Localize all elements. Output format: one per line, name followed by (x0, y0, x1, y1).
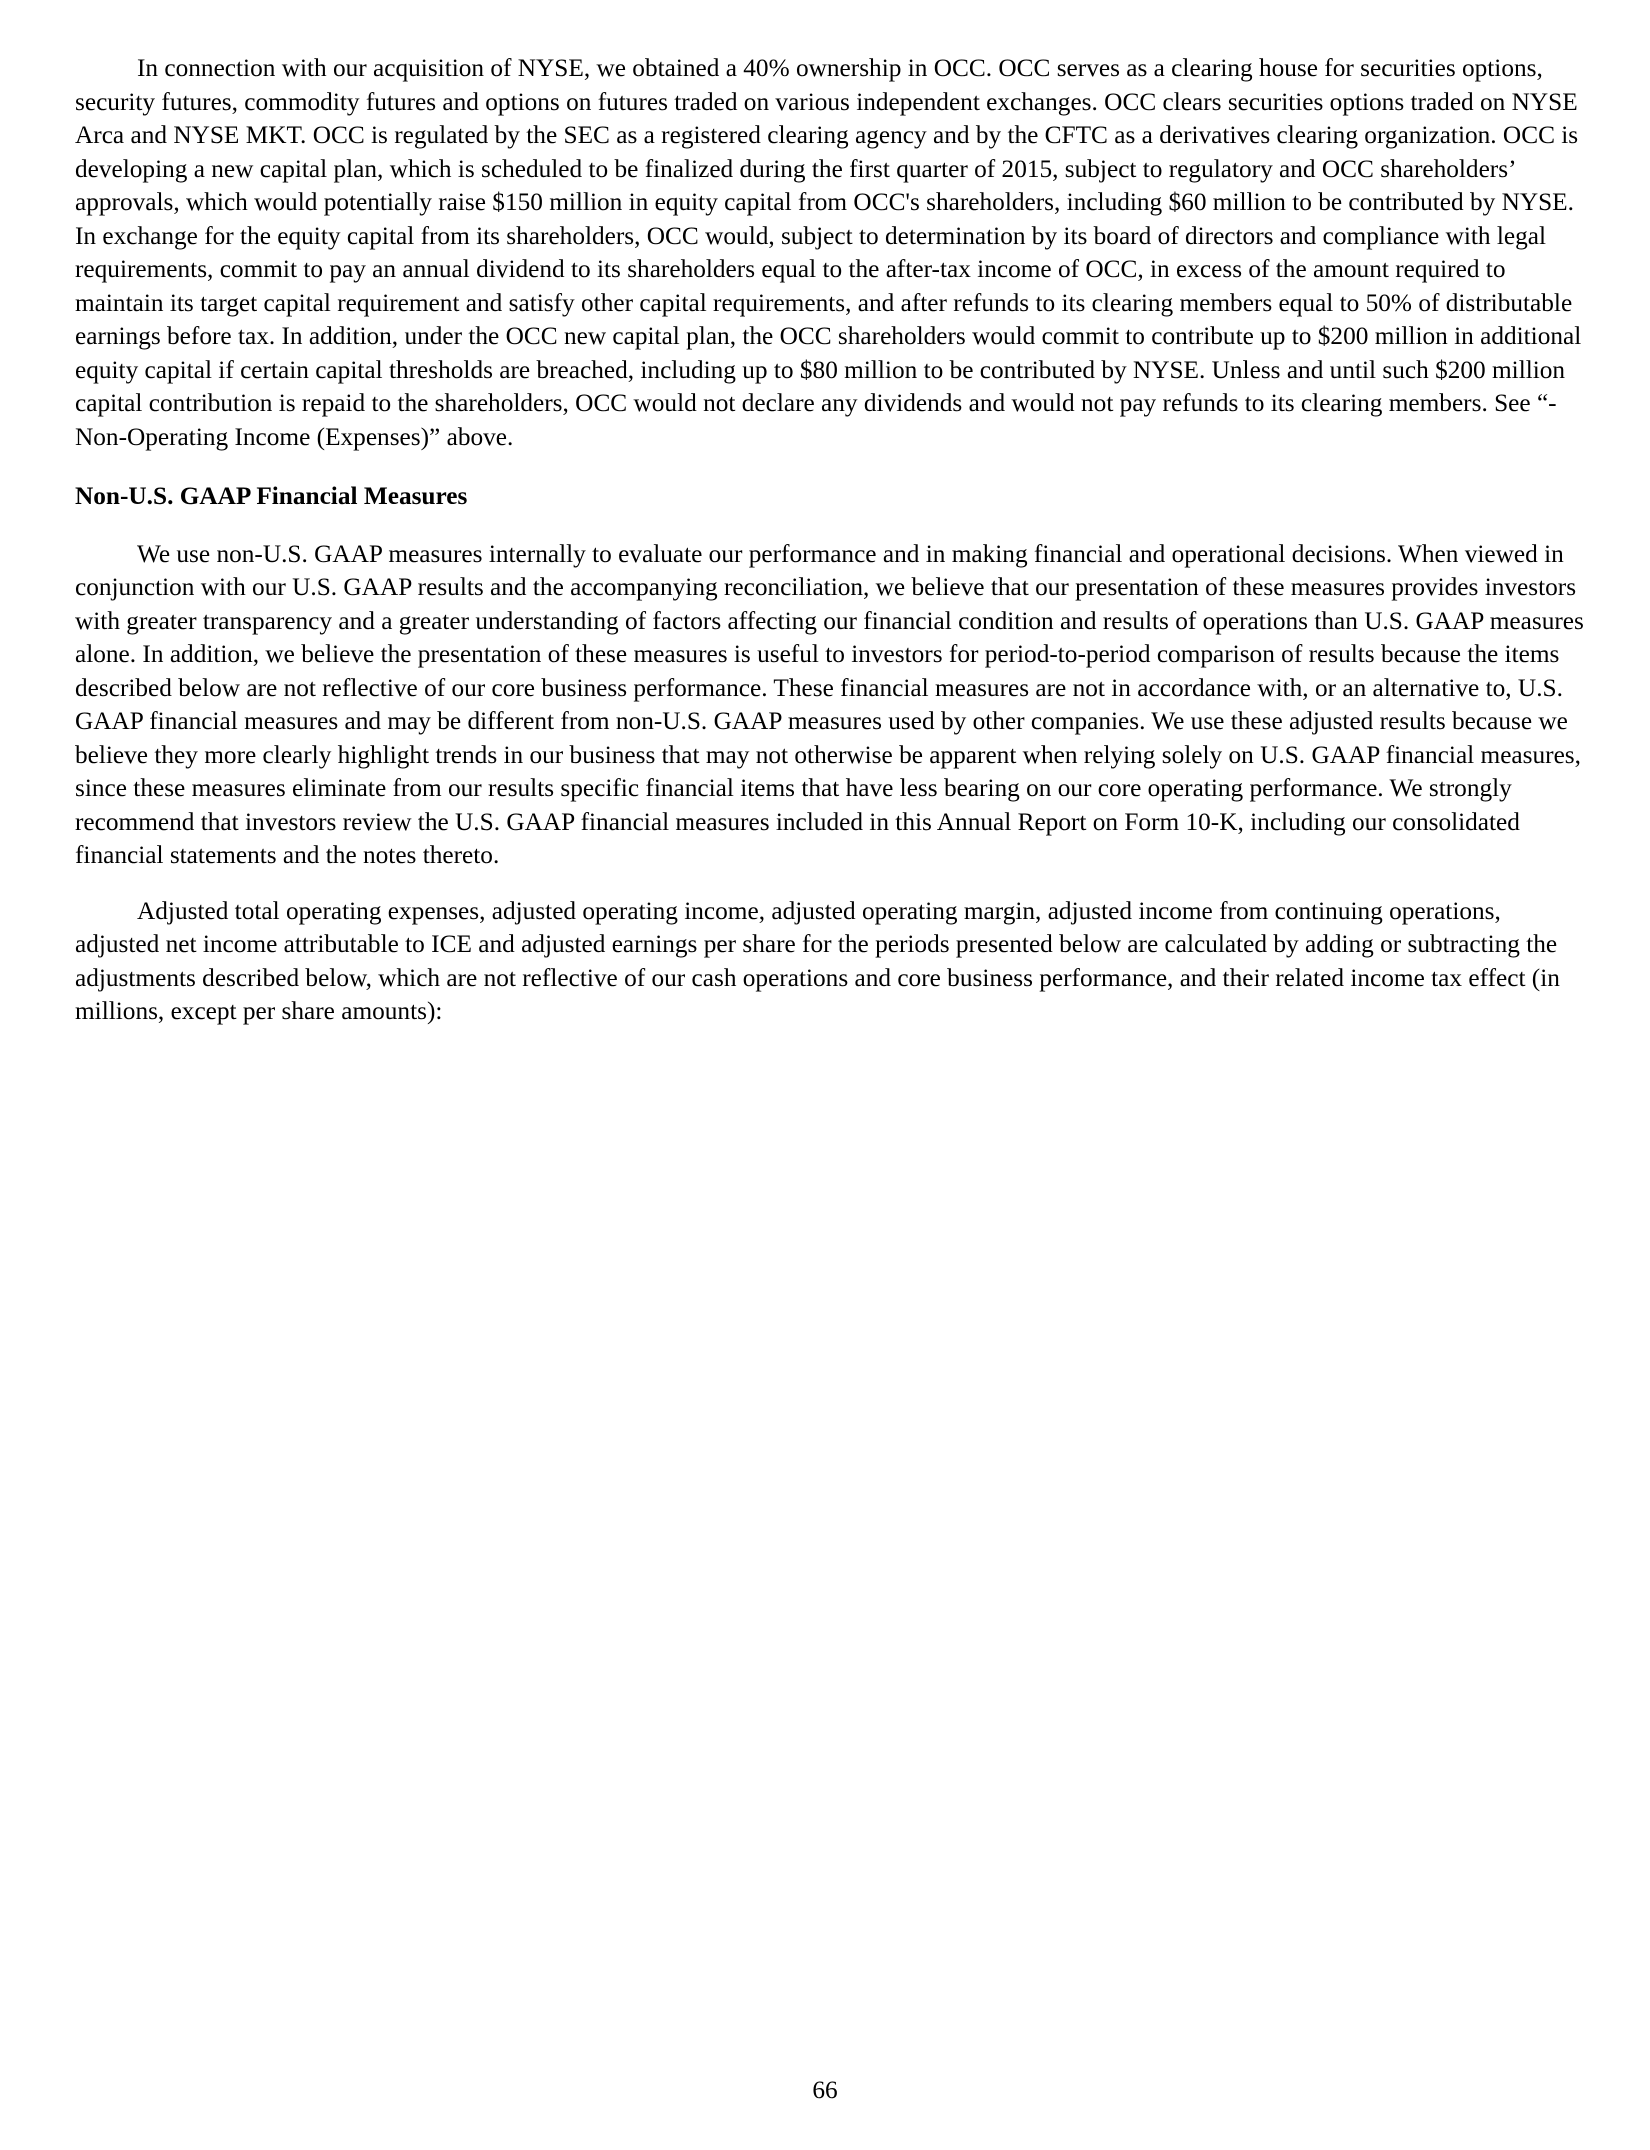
page-number: 66 (812, 2076, 838, 2104)
adjusted-measures-paragraph: Adjusted total operating expenses, adjusted operating income, adjusted operating margin, adjusted income from continuing operations, adjusted net income attributable to ICE and adjusted earnings per share for the periods presented below are calculated by adding or subtracting the adjustments described below, which are not reflective of our cash operations and core business performance, and their related income tax effect (in millions, except per share amounts): (75, 896, 1560, 1025)
occ-ownership-paragraph: In connection with our acquisition of NYSE, we obtained a 40% ownership in OCC. OCC serves as a clearing house for securities options, security futures, commodity futures and options on futures traded on various independent exchanges. OCC clears securities options traded on NYSE Arca and NYSE MKT. OCC is regulated by the SEC as a registered clearing agency and by the CFTC as a derivatives clearing organization. OCC is developing a new capital plan, which is scheduled to be finalized during the first quarter of 2015, subject to regulatory and OCC shareholders’ approvals, which would potentially raise $150 million in equity capital from OCC's shareholders, including $60 million to be contributed by NYSE. In exchange for the equity capital from its shareholders, OCC would, subject to determination by its board of directors and compliance with legal requirements, commit to pay an annual dividend to its shareholders equal to the after-tax income of OCC, in excess of the amount required to maintain its target capital requirement and satisfy other capital requirements, and after refunds to its clearing members equal to 50% of distributable earnings before tax. In addition, under the OCC new capital plan, the OCC shareholders would commit to contribute up to $200 million in additional equity capital if certain capital thresholds are breached, including up to $80 million to be contributed by NYSE. Unless and until such $200 million capital contribution is repaid to the shareholders, OCC would not declare any dividends and would not pay refunds to its clearing members. See “- Non-Operating Income (Expenses)” above. (75, 54, 1582, 451)
document-page (75, 52, 1585, 1029)
section-heading: Non-U.S. GAAP Financial Measures (75, 482, 468, 510)
non-gaap-intro-paragraph: We use non-U.S. GAAP measures internally to evaluate our performance and in making financial and operational decisions. When viewed in conjunction with our U.S. GAAP results and the accompanying reconciliation, we believe that our presentation of these measures provides investors with greater transparency and a greater understanding of factors affecting our financial condition and results of operations than U.S. GAAP measures alone. In addition, we believe the presentation of these measures is useful to investors for period-to-period comparison of results because the items described below are not reflective of our core business performance. These financial measures are not in accordance with, or an alternative to, U.S. GAAP financial measures and may be different from non-U.S. GAAP measures used by other companies. We use these adjusted results because we believe they more clearly highlight trends in our business that may not otherwise be apparent when relying solely on U.S. GAAP financial measures, since these measures eliminate from our results specific financial items that have less bearing on our core operating performance. We strongly recommend that investors review the U.S. GAAP financial measures included in this Annual Report on Form 10-K, including our consolidated financial statements and the notes thereto. (75, 539, 1584, 869)
